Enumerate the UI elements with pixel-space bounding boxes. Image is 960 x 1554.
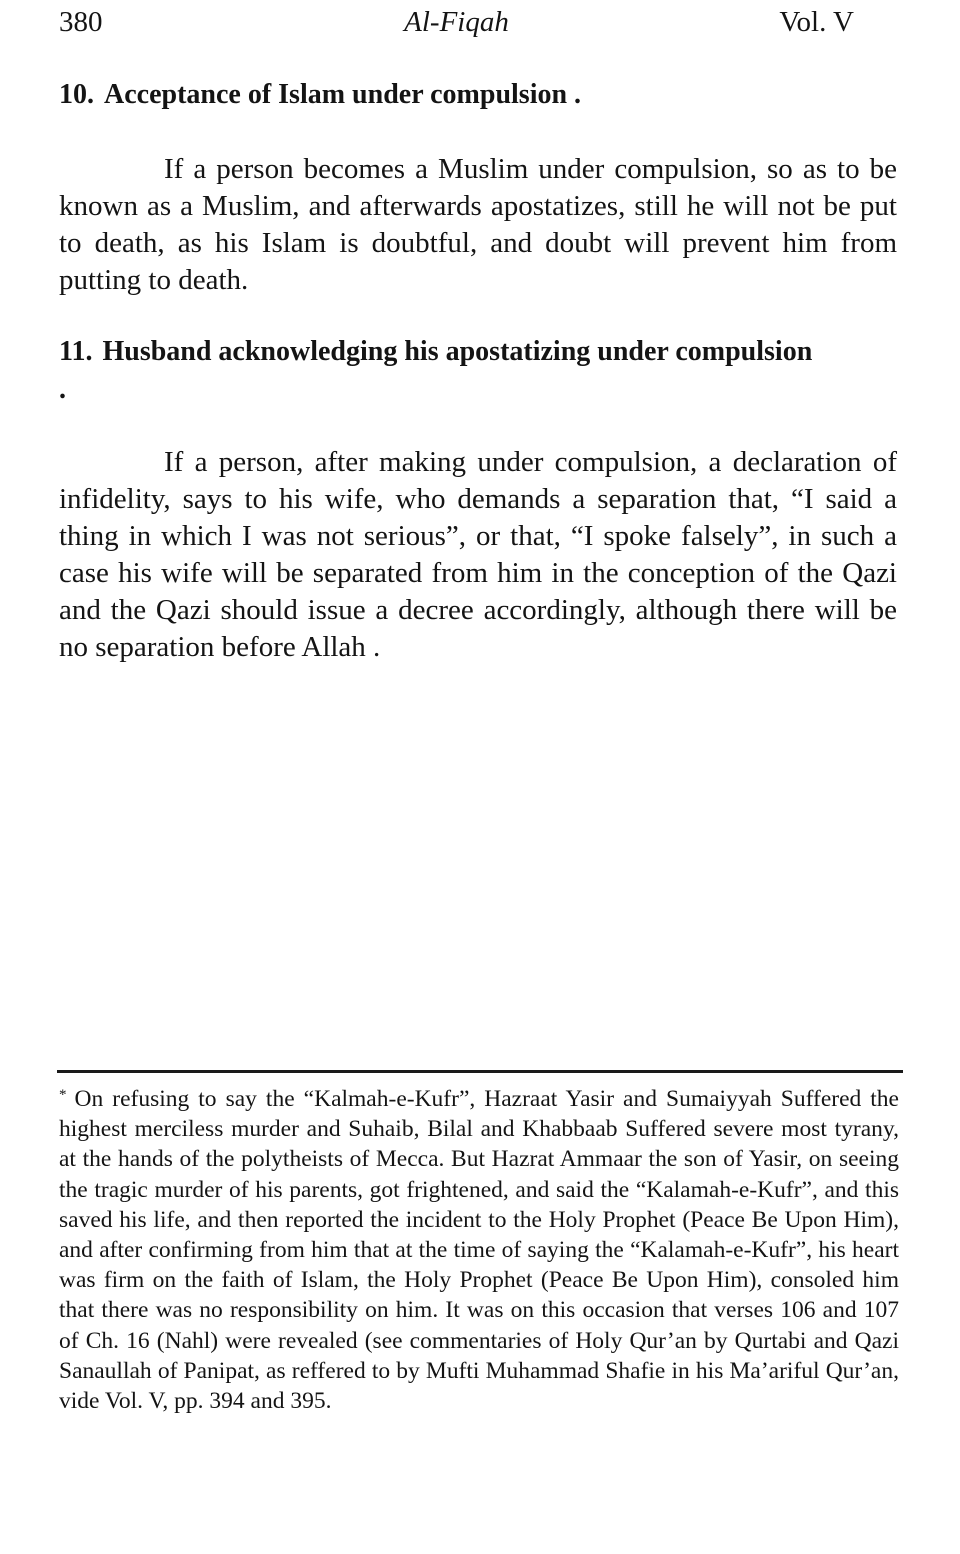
section-10-heading	[59, 76, 819, 114]
section-11-paragraph: If a person, after making under compulsion, a declaration of infidelity, says to his wife, who demands a separation that, “I said a thing in which I was not serious”, or that, “I spoke falsely”, in such a case his wife will be separated from him in the conception of the Qazi and the Qazi should issue a decree accordingly, although there will be no separation before Allah .	[59, 446, 897, 663]
section-title: Acceptance of Islam under compulsion .	[104, 79, 582, 110]
footnote-text: On refusing to say the “Kalmah-e-Kufr”, Hazraat Yasir and Sumaiyyah Suffered the highest merciless murder and Suhaib, Bilal and Khabbaab Suffered severe most tyrany, at the hands of the polytheists of Mecca. But Hazrat Ammaar the son of Yasir, on seeing the tragic murder of his parents, got frightened, and said the “Kalamah-e-Kufr”, and this saved his life, and then reported the incident to the Holy Prophet (Peace Be Upon Him), and after confirming from him that at the time of saying the “Kalamah-e-Kufr”, his heart was firm on the faith of Islam, the Holy Prophet (Peace Be Upon Him), consoled him that there was no responsibility on him. It was on this occasion that verses 106 and 107 of Ch. 16 (Nahl) were revealed (see commentaries of Holy Qur’an by Qurtabi and Qazi Sanaullah of Panipat, as reffered to by Mufti Muhammad Shafie in his Ma’ariful Qur’an, vide Vol. V, pp. 394 and 395.	[59, 1086, 899, 1415]
section-title: Husband acknowledging his apostatizing under compulsion .	[59, 336, 813, 405]
footnote-marker: *	[59, 1087, 67, 1103]
section-11-heading	[59, 333, 819, 409]
book-title: Al-Fiqah	[404, 6, 509, 38]
footnote	[59, 1080, 899, 1416]
volume-label: Vol. V	[779, 6, 854, 38]
section-10-paragraph: If a person becomes a Muslim under compulsion, so as to be known as a Muslim, and afterwards apostatizes, still he will not be put to death, as his Islam is doubtful, and doubt will prevent him from putting to death.	[59, 153, 897, 296]
running-header	[59, 2, 854, 42]
section-number: 11.	[59, 336, 93, 367]
footnote-divider	[57, 1070, 903, 1073]
page-number: 380	[59, 6, 103, 38]
section-number: 10.	[59, 79, 94, 110]
